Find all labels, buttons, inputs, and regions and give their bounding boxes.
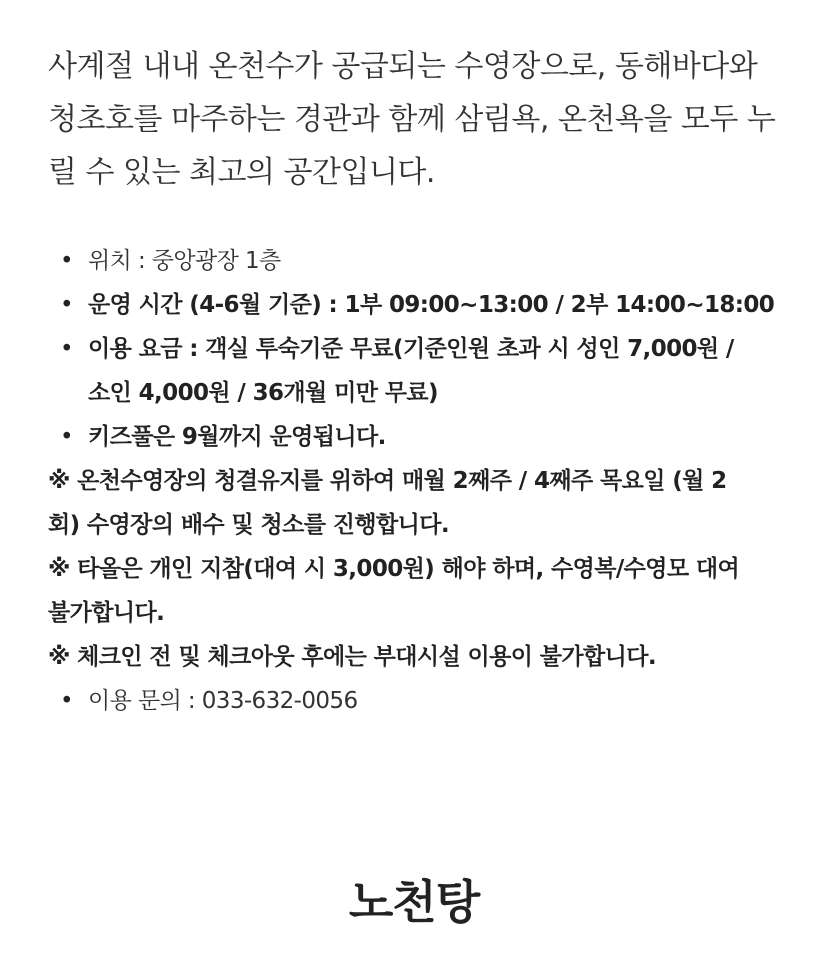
intro-paragraph	[48, 40, 788, 199]
note-towel-line-2: 불가합니다.	[48, 600, 165, 626]
section-title-open-air-bath: 노천탕	[348, 875, 480, 929]
location-text: 위치 : 중앙광장 1층	[88, 248, 281, 274]
note-cleaning	[48, 459, 788, 547]
note-towel	[48, 547, 788, 635]
info-list	[48, 239, 788, 723]
info-hours	[48, 283, 788, 327]
info-contact	[48, 679, 788, 723]
contact-text: 이용 문의 : 033-632-0056	[88, 688, 358, 714]
note-cleaning-line-2: 회) 수영장의 배수 및 청소를 진행합니다.	[48, 512, 449, 538]
pool-info-content	[48, 40, 788, 723]
intro-line-1: 사계절 내내 온천수가 공급되는 수영장으로, 동해바다와	[48, 49, 758, 84]
intro-line-2: 청초호를 마주하는 경관과 함께 삼림욕, 온천욕을 모두 누	[48, 102, 776, 137]
note-checkin-text: ※ 체크인 전 및 체크아웃 후에는 부대시설 이용이 불가합니다.	[48, 644, 656, 670]
note-checkin	[48, 635, 788, 679]
kids-pool-text: 키즈풀은 9월까지 운영됩니다.	[88, 424, 386, 450]
info-kids-pool	[48, 415, 788, 459]
fee-text-line-1: 이용 요금 : 객실 투숙기준 무료(기준인원 초과 시 성인 7,000원 /	[88, 336, 734, 362]
info-location	[48, 239, 788, 283]
note-towel-line-1: ※ 타올은 개인 지참(대여 시 3,000원) 해야 하며, 수영복/수영모 대여	[48, 556, 740, 582]
hours-text: 운영 시간 (4-6월 기준) : 1부 09:00~13:00 / 2부 14:00~18:00	[88, 292, 775, 318]
intro-line-3: 릴 수 있는 최고의 공간입니다.	[48, 155, 435, 190]
fee-text-line-2: 소인 4,000원 / 36개월 미만 무료)	[88, 380, 438, 406]
note-cleaning-line-1: ※ 온천수영장의 청결유지를 위하여 매월 2째주 / 4째주 목요일 (월 2	[48, 468, 727, 494]
info-fee	[48, 327, 788, 415]
